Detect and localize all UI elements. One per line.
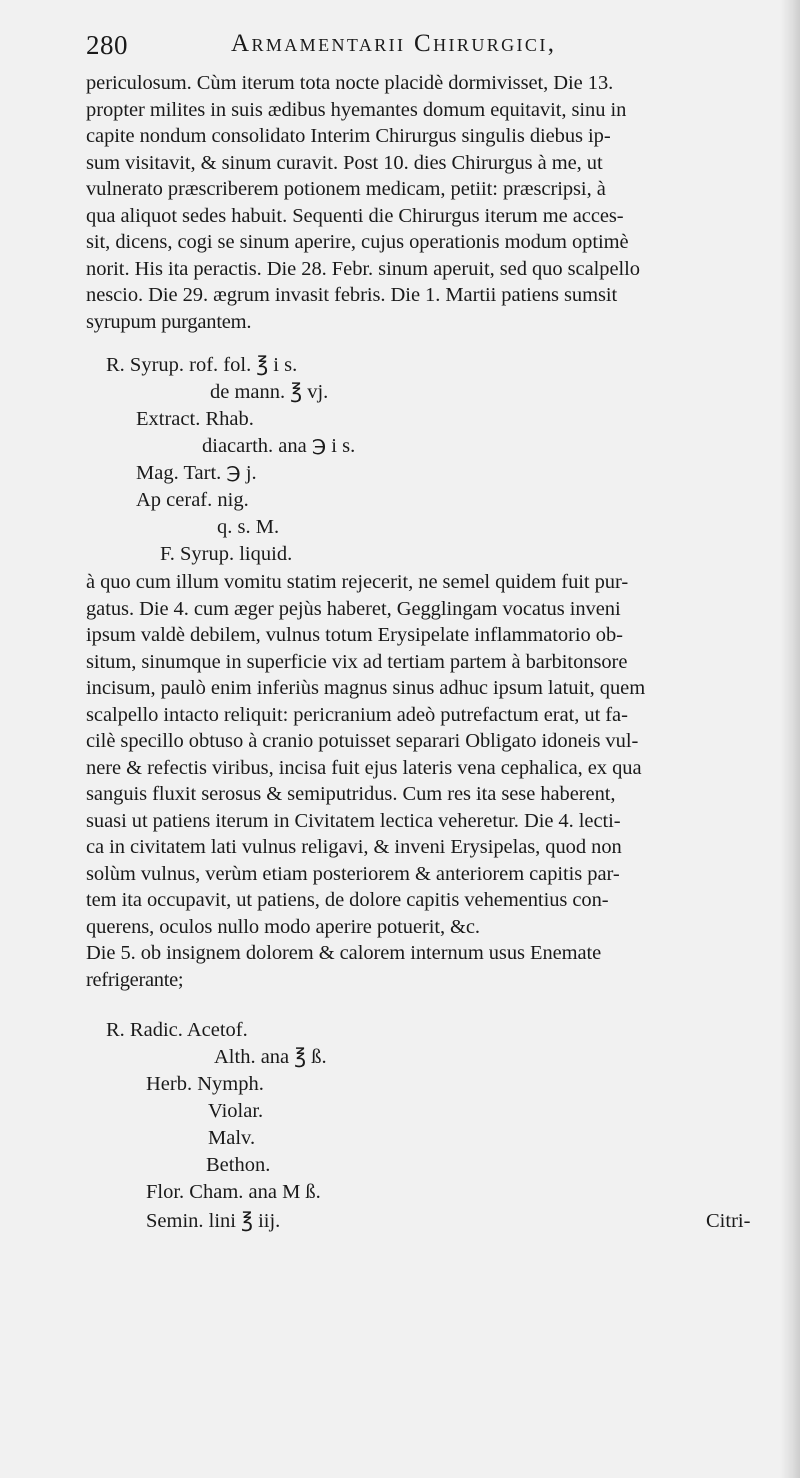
text-line: capite nondum consolidato Interim Chirurgus singulis diebus ip- — [86, 125, 611, 147]
text-line: solùm vulnus, verùm etiam posteriorem & anteriorem capitis par- — [86, 862, 620, 885]
catchword: Citri- — [706, 1210, 751, 1232]
text-line: nescio. Die 29. ægrum invasit febris. Die 1. Martii patiens sumsit — [86, 284, 618, 306]
recipe-line: F. Syrup. liquid. — [160, 543, 293, 565]
recipe-line: Bethon. — [206, 1154, 271, 1176]
text-line: ca in civitatem lati vulnus religavi, & inveni Erysipelas, quod non — [86, 836, 622, 858]
text-line: scalpello intacto reliquit: pericranium adeò putrefactum erat, ut fa- — [86, 703, 628, 726]
recipe-line: Malv. — [208, 1127, 256, 1149]
page-edge-shadow — [780, 0, 800, 1478]
recipe-line: Violar. — [208, 1100, 264, 1122]
recipe-line: Semin. lini ℥ iij. — [146, 1210, 281, 1232]
page-number: 280 — [86, 30, 128, 60]
text-line: incisum, paulò enim inferiùs magnus sinus adhuc ipsum latuit, quem — [86, 677, 646, 699]
recipe-line: de mann. ℥ vj. — [210, 381, 329, 403]
recipe-line: Extract. Rhab. — [136, 408, 254, 430]
text-line: Die 5. ob insignem dolorem & calorem internum usus Enemate — [86, 942, 602, 964]
recipe-line: Flor. Cham. ana M ß. — [146, 1181, 321, 1203]
paragraph-1 — [86, 70, 770, 335]
recipe-line: Alth. ana ℥ ß. — [214, 1046, 327, 1068]
text-line: qua aliquot sedes habuit. Sequenti die Chirurgus iterum me acces- — [86, 204, 624, 227]
text-line: periculosum. Cùm iterum tota nocte placidè dormivisset, Die 13. — [86, 72, 614, 94]
text-line: sanguis fluxit serosus & semiputridus. Cum res ita sese haberent, — [86, 783, 616, 805]
recipe-line: R. Syrup. rof. fol. ℥ i s. — [106, 354, 298, 376]
text-line: propter milites in suis ædibus hyemantes domum equitavit, sinu in — [86, 98, 627, 121]
recipe-line: Herb. Nymph. — [146, 1073, 264, 1095]
text-line: tem ita occupavit, ut patiens, de dolore capitis vehementius con- — [86, 889, 609, 911]
recipe-line: Mag. Tart. ℈ j. — [136, 462, 257, 484]
recipe-line: R. Radic. Acetof. — [106, 1019, 248, 1041]
text-line: ipsum valdè debilem, vulnus totum Erysipelate inflammatorio ob- — [86, 624, 623, 646]
text-line: norit. His ita peractis. Die 28. Febr. sinum aperuit, sed quo scalpello — [86, 257, 640, 280]
text-line: syrupum purgantem. — [86, 310, 252, 333]
text-line: vulnerato præscriberem potionem medicam, petiit: præscripsi, à — [86, 178, 606, 200]
text-line: situm, sinumque in superficie vix ad tertiam partem à barbitonsore — [86, 650, 628, 673]
running-title: Armamentarii Chirurgici, — [231, 30, 557, 57]
text-line: à quo cum illum vomitu statim rejecerit, ne semel quidem fuit pur- — [86, 571, 629, 593]
recipe-line: q. s. M. — [217, 516, 280, 538]
text-line: querens, oculos nullo modo aperire potuerit, &c. — [86, 915, 480, 938]
page-header — [86, 28, 758, 68]
text-line: gatus. Die 4. cum æger pejùs haberet, Gegglingam vocatus inveni — [86, 597, 621, 620]
paragraph-2 — [86, 569, 770, 993]
text-line: sum visitavit, & sinum curavit. Post 10. dies Chirurgus à me, ut — [86, 151, 603, 174]
text-line: refrigerante; — [86, 968, 184, 991]
text-line: nere & refectis viribus, incisa fuit ejus lateris vena cephalica, ex qua — [86, 756, 642, 779]
text-line: suasi ut patiens iterum in Civitatem lectica veheretur. Die 4. lecti- — [86, 809, 621, 832]
recipe-line: diacarth. ana ℈ i s. — [202, 435, 356, 457]
recipe-line: Ap ceraf. nig. — [136, 489, 249, 511]
text-line: cilè specillo obtuso à cranio potuisset separari Obligato idoneis vul- — [86, 730, 639, 752]
text-line: sit, dicens, cogi se sinum aperire, cujus operationis modum optimè — [86, 231, 629, 253]
